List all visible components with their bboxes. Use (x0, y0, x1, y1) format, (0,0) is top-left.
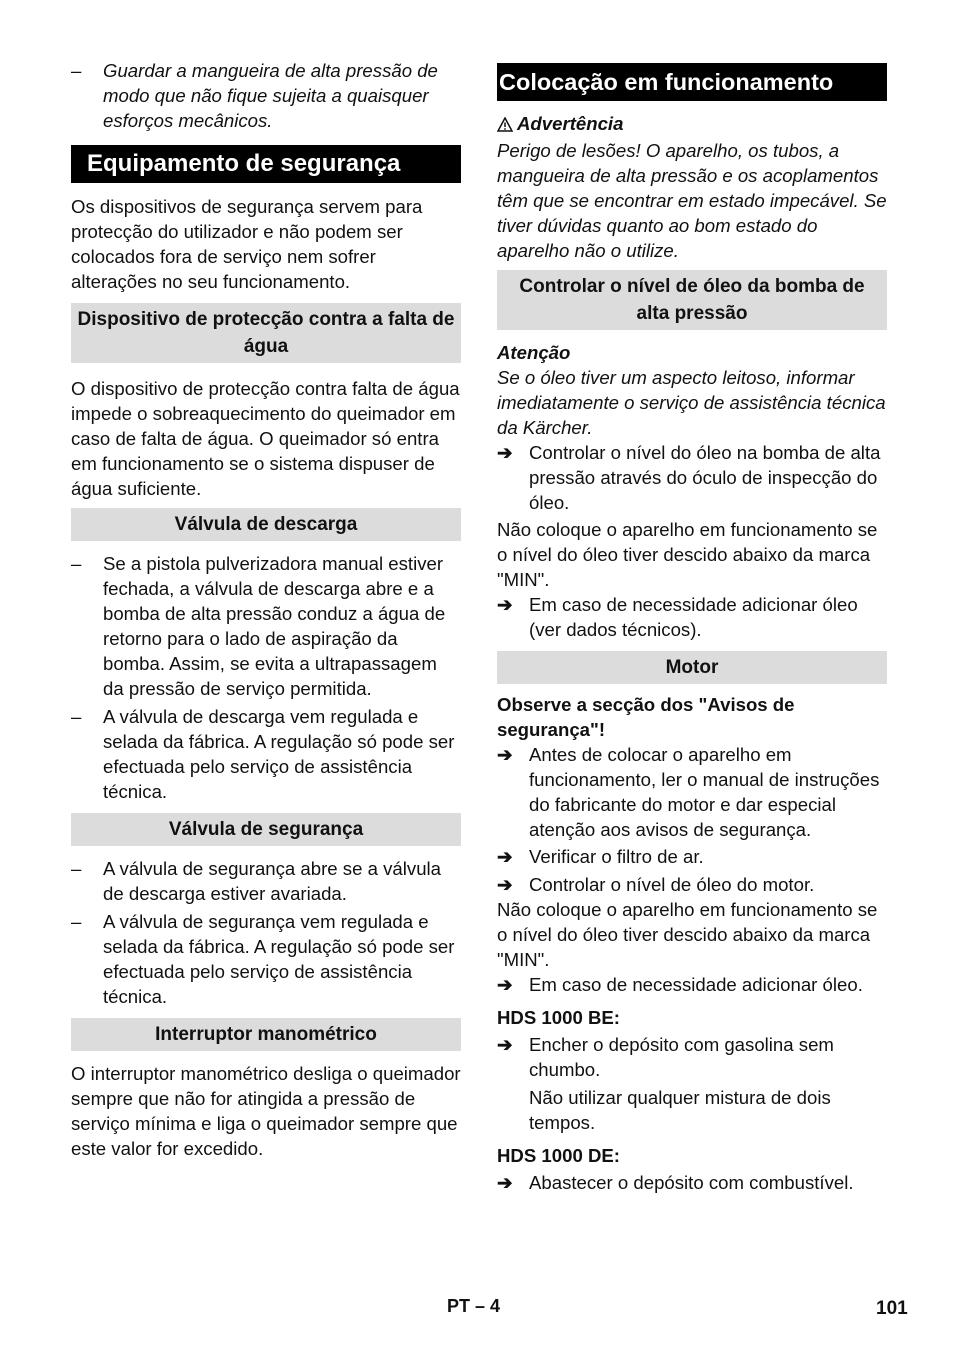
arrow-right-icon: ➔ (497, 874, 513, 895)
paragraph: Não coloque o aparelho em funcionamento se o nível do óleo tiver descido abaixo da marca "MIN". (497, 899, 878, 970)
subheading-oil-level-pump: Controlar o nível de óleo da bomba de alta pressão (497, 270, 887, 330)
instruction-step (497, 972, 887, 997)
subheading-water-protection: Dispositivo de protecção contra a falta de água (71, 303, 461, 363)
section-heading-safety-equipment: Equipamento de segurança (71, 145, 461, 183)
footer-language: PT (447, 1296, 471, 1316)
footer-language-section (447, 1296, 500, 1317)
subheading-pressure-switch: Interruptor manométrico (71, 1018, 461, 1051)
model-label-be: HDS 1000 BE: (497, 1007, 620, 1028)
instruction-text: Controlar o nível do óleo na bomba de alta pressão através do óculo de inspecção do óleo. (529, 442, 881, 513)
arrow-right-icon: ➔ (497, 974, 513, 995)
subheading-safety-valve: Válvula de segurança (71, 813, 461, 846)
instruction-text: Encher o depósito com gasolina sem chumbo. (529, 1034, 834, 1080)
instruction-text: Antes de colocar o aparelho em funcionamento, ler o manual de instruções do fabricante do motor e dar especial atenção aos avisos de segurança. (529, 744, 880, 840)
dash-marker: – (71, 706, 82, 727)
instruction-step (497, 872, 887, 897)
instruction-text: Em caso de necessidade adicionar óleo. (529, 974, 863, 995)
attention-label: Atenção (497, 342, 571, 363)
instruction-step (497, 1032, 887, 1082)
motor-note: Observe a secção dos "Avisos de segurança"! (497, 694, 795, 740)
list-item-text: Guardar a mangueira de alta pressão de modo que não fique sujeita a quaisquer esforços mecânicos. (103, 60, 438, 131)
paragraph: Não coloque o aparelho em funcionamento se o nível do óleo tiver descido abaixo da marca "MIN". (497, 519, 878, 590)
warning-text: Perigo de lesões! O aparelho, os tubos, a mangueira de alta pressão e os acoplamentos têm que se encontrar em estado impecável. Se tiver dúvidas quanto ao bom estado do aparelho não o utilize. (497, 140, 887, 261)
list-item (71, 58, 461, 133)
instruction-step (497, 844, 887, 869)
list-item (71, 909, 461, 1009)
instruction-text: Controlar o nível de óleo do motor. (529, 874, 815, 895)
warning-triangle-icon (497, 113, 517, 138)
dash-marker: – (71, 911, 82, 932)
arrow-right-icon: ➔ (497, 594, 513, 615)
arrow-right-icon: ➔ (497, 1172, 513, 1193)
list-item-text: A válvula de descarga vem regulada e selada da fábrica. A regulação só pode ser efectuada pelo serviço de assistência técnica. (103, 706, 455, 802)
section-heading-start-up: Colocação em funcionamento (497, 63, 887, 101)
arrow-right-icon: ➔ (497, 846, 513, 867)
left-column (71, 58, 461, 1161)
list-item (71, 704, 461, 804)
list-item (71, 856, 461, 906)
list-item-text: A válvula de segurança abre se a válvula de descarga estiver avariada. (103, 858, 442, 904)
instruction-step (497, 592, 887, 642)
right-column (497, 63, 887, 1195)
page-number: 101 (876, 1298, 908, 1319)
dash-marker: – (71, 60, 82, 81)
paragraph: Os dispositivos de segurança servem para protecção do utilizador e não podem ser colocados fora de serviço nem sofrer alterações no seu funcionamento. (71, 196, 423, 292)
instruction-text: Abastecer o depósito com combustível. (529, 1172, 854, 1193)
arrow-right-icon: ➔ (497, 744, 513, 765)
instruction-step (497, 440, 887, 515)
instruction-note: Não utilizar qualquer mistura de dois tempos. (529, 1087, 831, 1133)
warning-label (497, 111, 887, 138)
dash-marker: – (71, 553, 82, 574)
subheading-motor: Motor (497, 651, 887, 684)
arrow-right-icon: ➔ (497, 1034, 513, 1055)
warning-label-text: Advertência (517, 113, 624, 134)
arrow-right-icon: ➔ (497, 442, 513, 463)
subheading-discharge-valve: Válvula de descarga (71, 508, 461, 541)
list-item (71, 551, 461, 701)
instruction-text: Verificar o filtro de ar. (529, 846, 704, 867)
dash-marker: – (71, 858, 82, 879)
instruction-text: Em caso de necessidade adicionar óleo (ver dados técnicos). (529, 594, 858, 640)
instruction-step (497, 1170, 887, 1195)
attention-text: Se o óleo tiver um aspecto leitoso, informar imediatamente o serviço de assistência técnica da Kärcher. (497, 367, 886, 438)
paragraph: O interruptor manométrico desliga o queimador sempre que não for atingida a pressão de serviço mínima e liga o queimador sempre que este valor for excedido. (71, 1063, 461, 1159)
list-item-text: A válvula de segurança vem regulada e selada da fábrica. A regulação só pode ser efectuada pelo serviço de assistência técnica. (103, 911, 455, 1007)
footer-section: – 4 (475, 1296, 501, 1316)
model-label-de: HDS 1000 DE: (497, 1145, 620, 1166)
paragraph: O dispositivo de protecção contra falta de água impede o sobreaquecimento do queimador em caso de falta de água. O queimador só entra em funcionamento se o sistema dispuser de água suficiente. (71, 378, 460, 499)
list-item-text: Se a pistola pulverizadora manual estiver fechada, a válvula de descarga abre e a bomba de alta pressão conduz a água de retorno para o lado de aspiração da bomba. Assim, se evita a ultrapassagem da pressão de serviço permitida. (103, 553, 446, 699)
instruction-step (497, 742, 887, 842)
